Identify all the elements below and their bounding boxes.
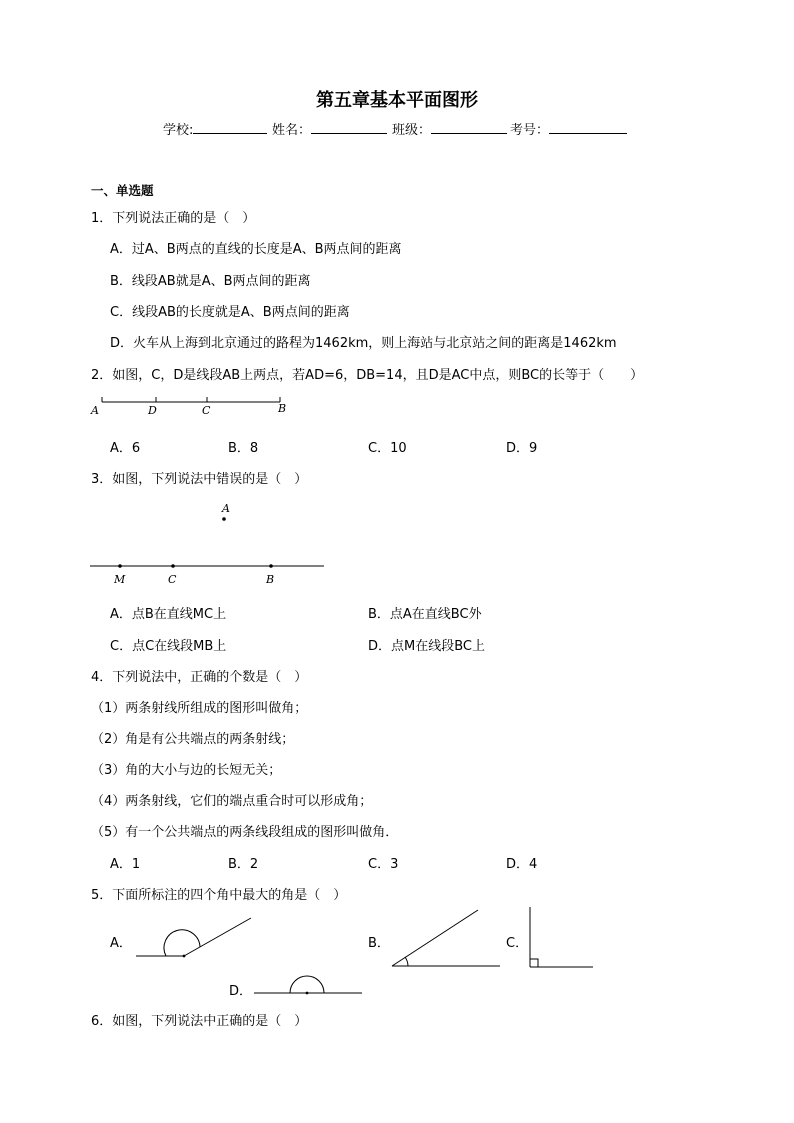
q2-label-b: B [278,402,287,415]
name-blank[interactable] [311,121,387,134]
q3-point-c [171,564,175,568]
q1-option-a[interactable]: A．过A、B两点的直线的长度是A、B两点间的距离 [110,242,402,257]
q5-option-d[interactable]: D． [229,984,253,999]
school-field[interactable] [163,119,267,138]
q3-label-c: C [168,573,177,586]
q2-label-c: C [202,404,211,417]
q1-option-b[interactable]: B．线段AB就是A、B两点间的距离 [110,274,311,289]
q2-option-d[interactable]: D．9 [506,441,538,456]
q5-d-arc [290,976,324,993]
q4-option-c[interactable]: C．3 [368,857,399,872]
q5-a-vertex [183,955,186,958]
q2-option-b[interactable]: B．8 [228,441,259,456]
q1-option-d[interactable]: D．火车从上海到北京通过的路程为1462km，则上海站与北京站之间的距离是1462km [110,336,617,351]
q3-stem: 3．如图，下列说法中错误的是（ ） [91,472,308,487]
q2-label-d: D [148,404,157,417]
q5-b-arc [405,957,408,966]
q3-option-b[interactable]: B．点A在直线BC外 [368,607,482,622]
q5-option-a[interactable]: A． [110,936,132,951]
q4-statement-3: （3）角的大小与边的长短无关； [91,763,282,778]
q2-option-a[interactable]: A．6 [110,441,141,456]
class-field[interactable] [392,119,507,138]
q3-option-c[interactable]: C．点C在线段MB上 [110,639,227,654]
q5-angle-d-figure [250,972,366,1002]
q5-stem: 5．下面所标注的四个角中最大的角是（ ） [91,888,347,903]
q5-option-b[interactable]: B． [368,936,390,951]
q3-label-a: A [222,502,230,515]
class-label: 班级： [392,123,432,138]
exam-no-field[interactable] [510,119,627,138]
q3-point-a [222,517,226,521]
q2-option-c[interactable]: C．10 [368,441,407,456]
q6-stem: 6．如图，下列说法中正确的是（ ） [91,1014,308,1029]
school-blank[interactable] [193,121,267,134]
exam-no-label: 考号： [510,123,550,138]
q4-option-d[interactable]: D．4 [506,857,538,872]
q5-d-vertex [306,992,309,995]
name-label: 姓名： [272,123,312,138]
q4-statement-5: （5）有一个公共端点的两条线段组成的图形叫做角． [91,825,399,840]
q3-option-d[interactable]: D．点M在线段BC上 [368,639,485,654]
class-blank[interactable] [431,121,507,134]
q4-stem: 4．下列说法中，正确的个数是（ ） [91,670,308,685]
exam-no-blank[interactable] [549,121,627,134]
q5-angle-a-figure [130,912,258,964]
q5-c-right-angle-mark [530,959,538,967]
q3-option-a[interactable]: A．点B在直线MC上 [110,607,227,622]
q3-point-m [118,564,122,568]
school-label: 学校: [163,123,194,138]
name-field[interactable] [272,119,387,138]
q1-option-c[interactable]: C．线段AB的长度就是A、B两点间的距离 [110,305,350,320]
q4-option-b[interactable]: B．2 [228,857,259,872]
q4-statement-1: （1）两条射线所组成的图形叫做角； [91,701,308,716]
q3-label-m: M [114,573,126,586]
q5-a-side-ray [184,918,251,956]
q2-label-a: A [91,404,99,417]
section-heading: 一、单选题 [91,183,154,198]
q5-option-c[interactable]: C． [506,936,529,951]
page-title: 第五章基本平面图形 [316,90,478,111]
q3-line-figure [88,498,328,588]
q2-segment-figure [88,393,298,419]
q5-a-arc [164,930,200,956]
q3-point-b [269,564,273,568]
q5-angle-b-figure [386,904,506,970]
q5-angle-c-figure [526,904,598,970]
q2-stem: 2．如图，C，D是线段AB上两点，若AD=6，DB=14，且D是AC中点，则BC的长等于（ ） [91,368,644,383]
q4-statement-2: （2）角是有公共端点的两条射线； [91,732,295,747]
q1-stem: 1．下列说法正确的是（ ） [91,211,256,226]
q4-option-a[interactable]: A．1 [110,857,141,872]
q3-label-b: B [266,573,275,586]
q4-statement-4: （4）两条射线，它们的端点重合时可以形成角； [91,794,373,809]
